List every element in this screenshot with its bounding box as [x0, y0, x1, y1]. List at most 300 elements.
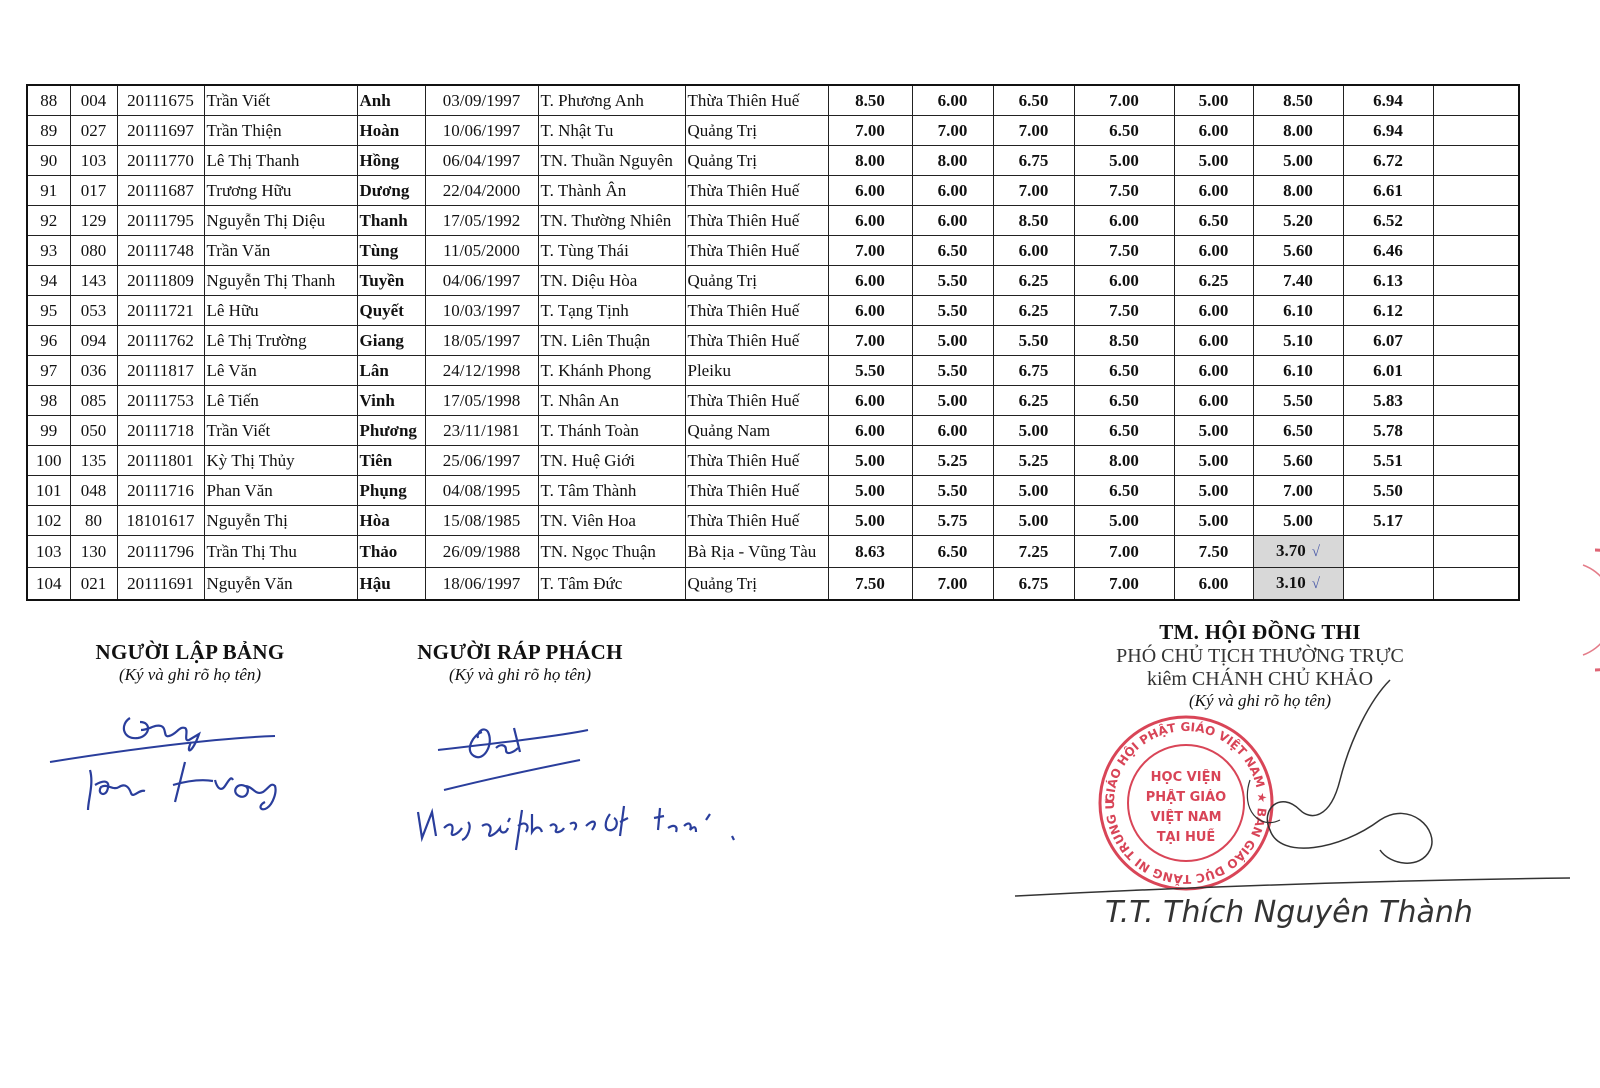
table-row [27, 326, 1519, 356]
table-row [27, 476, 1519, 506]
surname-cell: Lê Thị Thanh [204, 146, 357, 176]
stt-cell: 102 [27, 506, 70, 536]
candidate-number-cell: 18101617 [117, 506, 204, 536]
code-cell: 036 [70, 356, 117, 386]
table-row [27, 176, 1519, 206]
note-cell [1433, 85, 1519, 116]
score-6-cell: 5.20 [1253, 206, 1343, 236]
score-1-cell: 5.00 [828, 446, 912, 476]
council-role-1: PHÓ CHỦ TỊCH THƯỜNG TRỰC [1116, 645, 1404, 667]
score-2-cell: 6.00 [912, 416, 993, 446]
province-cell: Thừa Thiên Huế [685, 176, 828, 206]
candidate-number-cell: 20111795 [117, 206, 204, 236]
assembler-signature [410, 710, 770, 860]
score-6-cell: 5.60 [1253, 236, 1343, 266]
code-cell: 048 [70, 476, 117, 506]
table-row [27, 356, 1519, 386]
score-4-cell: 6.50 [1074, 416, 1174, 446]
first-name-cell: Tuyền [357, 266, 425, 296]
score-5-cell: 6.00 [1174, 116, 1253, 146]
score-3-cell: 5.25 [993, 446, 1074, 476]
score-2-cell: 6.00 [912, 85, 993, 116]
average-cell: 6.72 [1343, 146, 1433, 176]
average-cell: 6.52 [1343, 206, 1433, 236]
province-cell: Bà Rịa - Vũng Tàu [685, 536, 828, 568]
dob-cell: 10/03/1997 [425, 296, 538, 326]
score-1-cell: 5.00 [828, 476, 912, 506]
score-4-cell: 5.00 [1074, 146, 1174, 176]
score-6-cell: 8.50 [1253, 85, 1343, 116]
province-cell: Thừa Thiên Huế [685, 85, 828, 116]
score-2-cell: 6.50 [912, 236, 993, 266]
note-cell [1433, 176, 1519, 206]
first-name-cell: Thảo [357, 536, 425, 568]
score-4-cell: 7.50 [1074, 296, 1174, 326]
dob-cell: 17/05/1998 [425, 386, 538, 416]
surname-cell: Phan Văn [204, 476, 357, 506]
score-3-cell: 6.00 [993, 236, 1074, 266]
temple-cell: TN. Thường Nhiên [538, 206, 685, 236]
code-cell: 143 [70, 266, 117, 296]
score-5-cell: 5.00 [1174, 146, 1253, 176]
first-name-cell: Thanh [357, 206, 425, 236]
province-cell: Thừa Thiên Huế [685, 296, 828, 326]
code-cell: 103 [70, 146, 117, 176]
code-cell: 129 [70, 206, 117, 236]
score-4-cell: 8.50 [1074, 326, 1174, 356]
score-1-cell: 7.00 [828, 236, 912, 266]
score-3-cell: 5.50 [993, 326, 1074, 356]
score-6-cell: 6.10 [1253, 296, 1343, 326]
score-6-cell: 7.40 [1253, 266, 1343, 296]
stamp-line-4: TẠI HUẾ [1156, 830, 1216, 845]
table-row [27, 446, 1519, 476]
table-row [27, 416, 1519, 446]
stt-cell: 89 [27, 116, 70, 146]
candidate-number-cell: 20111691 [117, 568, 204, 601]
score-5-cell: 5.00 [1174, 416, 1253, 446]
average-cell: 6.61 [1343, 176, 1433, 206]
score-3-cell: 6.50 [993, 85, 1074, 116]
score-4-cell: 6.00 [1074, 206, 1174, 236]
council-signature [1010, 660, 1580, 950]
temple-cell: TN. Ngọc Thuận [538, 536, 685, 568]
dob-cell: 11/05/2000 [425, 236, 538, 266]
average-cell: 5.78 [1343, 416, 1433, 446]
province-cell: Thừa Thiên Huế [685, 506, 828, 536]
score-5-cell: 6.00 [1174, 326, 1253, 356]
score-6-cell: 8.00 [1253, 116, 1343, 146]
score-6-cell [1253, 536, 1343, 568]
score-2-cell: 6.50 [912, 536, 993, 568]
first-name-cell: Hậu [357, 568, 425, 601]
surname-cell: Kỳ Thị Thủy [204, 446, 357, 476]
score-3-cell: 7.25 [993, 536, 1074, 568]
province-cell: Pleiku [685, 356, 828, 386]
note-cell [1433, 146, 1519, 176]
surname-cell: Lê Thị Trường [204, 326, 357, 356]
score-2-cell: 6.00 [912, 176, 993, 206]
dob-cell: 10/06/1997 [425, 116, 538, 146]
score-1-cell: 7.00 [828, 326, 912, 356]
score-3-cell: 5.00 [993, 476, 1074, 506]
temple-cell: T. Nhân An [538, 386, 685, 416]
score-3-cell: 7.00 [993, 116, 1074, 146]
province-cell: Thừa Thiên Huế [685, 236, 828, 266]
score-3-cell: 6.25 [993, 266, 1074, 296]
stamp-line-2: PHẬT GIÁO [1145, 790, 1227, 805]
average-cell: 5.50 [1343, 476, 1433, 506]
stt-cell: 94 [27, 266, 70, 296]
code-cell: 021 [70, 568, 117, 601]
first-name-cell: Quyết [357, 296, 425, 326]
dob-cell: 25/06/1997 [425, 446, 538, 476]
average-cell: 6.94 [1343, 85, 1433, 116]
first-name-cell: Phụng [357, 476, 425, 506]
table-row [27, 386, 1519, 416]
code-cell: 130 [70, 536, 117, 568]
score-2-cell: 5.50 [912, 296, 993, 326]
council-role-2: kiêm CHÁNH CHỦ KHẢO [1146, 668, 1374, 690]
table-row [27, 536, 1519, 568]
score-5-cell: 6.00 [1174, 296, 1253, 326]
average-cell: 6.46 [1343, 236, 1433, 266]
code-cell: 053 [70, 296, 117, 326]
surname-cell: Nguyễn Thị Thanh [204, 266, 357, 296]
score-2-cell: 5.50 [912, 266, 993, 296]
dob-cell: 15/08/1985 [425, 506, 538, 536]
first-name-cell: Tiên [357, 446, 425, 476]
signature-block-assembler [405, 640, 635, 685]
first-name-cell: Giang [357, 326, 425, 356]
surname-cell: Trần Văn [204, 236, 357, 266]
score-5-cell: 6.00 [1174, 356, 1253, 386]
candidate-number-cell: 20111753 [117, 386, 204, 416]
edge-stamp-fragment [1535, 545, 1600, 675]
score-4-cell: 6.50 [1074, 386, 1174, 416]
surname-cell: Nguyễn Thị [204, 506, 357, 536]
score-5-cell: 5.00 [1174, 506, 1253, 536]
score-3-cell: 5.00 [993, 416, 1074, 446]
stt-cell: 93 [27, 236, 70, 266]
temple-cell: TN. Liên Thuận [538, 326, 685, 356]
score-2-cell: 5.75 [912, 506, 993, 536]
score-5-cell: 7.50 [1174, 536, 1253, 568]
score-6-cell: 5.00 [1253, 506, 1343, 536]
surname-cell: Trần Viết [204, 416, 357, 446]
score-5-cell: 6.00 [1174, 236, 1253, 266]
score-3-cell: 5.00 [993, 506, 1074, 536]
score-4-cell: 6.50 [1074, 356, 1174, 386]
dob-cell: 26/09/1988 [425, 536, 538, 568]
province-cell: Thừa Thiên Huế [685, 326, 828, 356]
score-6-cell: 5.10 [1253, 326, 1343, 356]
candidate-number-cell: 20111721 [117, 296, 204, 326]
code-cell: 080 [70, 236, 117, 266]
score-2-cell: 6.00 [912, 206, 993, 236]
dob-cell: 04/06/1997 [425, 266, 538, 296]
score-6-cell: 6.10 [1253, 356, 1343, 386]
table-row [27, 206, 1519, 236]
note-cell [1433, 416, 1519, 446]
note-cell [1433, 266, 1519, 296]
temple-cell: T. Nhật Tu [538, 116, 685, 146]
candidate-number-cell: 20111716 [117, 476, 204, 506]
stt-cell: 96 [27, 326, 70, 356]
stt-cell: 97 [27, 356, 70, 386]
score-5-cell: 6.25 [1174, 266, 1253, 296]
temple-cell: T. Tạng Tịnh [538, 296, 685, 326]
table-row [27, 146, 1519, 176]
temple-cell: T. Thành Ân [538, 176, 685, 206]
score-6-cell: 6.50 [1253, 416, 1343, 446]
surname-cell: Nguyễn Văn [204, 568, 357, 601]
surname-cell: Nguyễn Thị Diệu [204, 206, 357, 236]
table-row [27, 236, 1519, 266]
surname-cell: Lê Văn [204, 356, 357, 386]
score-4-cell: 7.00 [1074, 568, 1174, 601]
council-title: TM. HỘI ĐỒNG THI [1159, 620, 1361, 644]
table-row [27, 116, 1519, 146]
average-cell [1343, 568, 1433, 601]
temple-cell: TN. Diệu Hòa [538, 266, 685, 296]
temple-cell: T. Khánh Phong [538, 356, 685, 386]
stt-cell: 92 [27, 206, 70, 236]
first-name-cell: Hoàn [357, 116, 425, 146]
average-cell: 6.01 [1343, 356, 1433, 386]
candidate-number-cell: 20111809 [117, 266, 204, 296]
stt-cell: 90 [27, 146, 70, 176]
results-table [26, 84, 1520, 601]
score-1-cell: 6.00 [828, 386, 912, 416]
council-note: (Ký và ghi rõ họ tên) [1188, 691, 1332, 710]
score-4-cell: 6.00 [1074, 266, 1174, 296]
note-cell [1433, 386, 1519, 416]
first-name-cell: Vinh [357, 386, 425, 416]
province-cell: Thừa Thiên Huế [685, 386, 828, 416]
dob-cell: 06/04/1997 [425, 146, 538, 176]
stt-cell: 95 [27, 296, 70, 326]
dob-cell: 18/05/1997 [425, 326, 538, 356]
score-1-cell: 5.50 [828, 356, 912, 386]
dob-cell: 04/08/1995 [425, 476, 538, 506]
candidate-number-cell: 20111718 [117, 416, 204, 446]
candidate-number-cell: 20111748 [117, 236, 204, 266]
code-cell: 017 [70, 176, 117, 206]
stt-cell: 99 [27, 416, 70, 446]
province-cell: Thừa Thiên Huế [685, 446, 828, 476]
assembler-title: NGƯỜI RÁP PHÁCH [417, 640, 623, 664]
average-cell [1343, 536, 1433, 568]
score-3-cell: 6.75 [993, 146, 1074, 176]
score-2-cell: 5.00 [912, 386, 993, 416]
note-cell [1433, 236, 1519, 266]
score-4-cell: 7.50 [1074, 236, 1174, 266]
score-2-cell: 5.25 [912, 446, 993, 476]
check-mark-icon: √ [1311, 544, 1320, 560]
average-cell: 5.51 [1343, 446, 1433, 476]
candidate-number-cell: 20111796 [117, 536, 204, 568]
first-name-cell: Hồng [357, 146, 425, 176]
score-4-cell: 7.50 [1074, 176, 1174, 206]
temple-cell: T. Thánh Toàn [538, 416, 685, 446]
candidate-number-cell: 20111770 [117, 146, 204, 176]
score-1-cell: 8.50 [828, 85, 912, 116]
temple-cell: T. Phương Anh [538, 85, 685, 116]
surname-cell: Trương Hữu [204, 176, 357, 206]
candidate-number-cell: 20111697 [117, 116, 204, 146]
score-1-cell: 6.00 [828, 416, 912, 446]
score-1-cell: 8.00 [828, 146, 912, 176]
stamp-line-3: VIỆT NAM [1150, 810, 1222, 825]
check-mark-icon: √ [1311, 576, 1320, 592]
table-row [27, 296, 1519, 326]
score-4-cell: 6.50 [1074, 116, 1174, 146]
province-cell: Quảng Trị [685, 568, 828, 601]
stt-cell: 101 [27, 476, 70, 506]
score-5-cell: 6.50 [1174, 206, 1253, 236]
failing-score: 3.10 [1276, 573, 1306, 592]
table-row [27, 266, 1519, 296]
code-cell: 004 [70, 85, 117, 116]
first-name-cell: Hòa [357, 506, 425, 536]
code-cell: 80 [70, 506, 117, 536]
table-row [27, 506, 1519, 536]
score-4-cell: 5.00 [1074, 506, 1174, 536]
table-body [27, 85, 1519, 600]
score-3-cell: 6.75 [993, 568, 1074, 601]
code-cell: 135 [70, 446, 117, 476]
preparer-title: NGƯỜI LẬP BẢNG [95, 640, 285, 664]
score-5-cell: 6.00 [1174, 568, 1253, 601]
score-2-cell: 7.00 [912, 568, 993, 601]
score-5-cell: 6.00 [1174, 386, 1253, 416]
score-6-cell [1253, 568, 1343, 601]
score-1-cell: 6.00 [828, 266, 912, 296]
note-cell [1433, 356, 1519, 386]
score-3-cell: 6.75 [993, 356, 1074, 386]
score-1-cell: 8.63 [828, 536, 912, 568]
stt-cell: 103 [27, 536, 70, 568]
first-name-cell: Lân [357, 356, 425, 386]
table-row [27, 568, 1519, 601]
score-3-cell: 7.00 [993, 176, 1074, 206]
score-3-cell: 8.50 [993, 206, 1074, 236]
note-cell [1433, 568, 1519, 601]
score-3-cell: 6.25 [993, 296, 1074, 326]
score-4-cell: 8.00 [1074, 446, 1174, 476]
average-cell: 6.12 [1343, 296, 1433, 326]
score-1-cell: 5.00 [828, 506, 912, 536]
candidate-number-cell: 20111675 [117, 85, 204, 116]
note-cell [1433, 446, 1519, 476]
candidate-number-cell: 20111687 [117, 176, 204, 206]
score-6-cell: 5.60 [1253, 446, 1343, 476]
code-cell: 050 [70, 416, 117, 446]
dob-cell: 24/12/1998 [425, 356, 538, 386]
council-printed-name: T.T. Thích Nguyên Thành [1105, 895, 1473, 930]
score-1-cell: 7.00 [828, 116, 912, 146]
assembler-note: (Ký và ghi rõ họ tên) [448, 665, 592, 684]
stt-cell: 98 [27, 386, 70, 416]
code-cell: 085 [70, 386, 117, 416]
dob-cell: 03/09/1997 [425, 85, 538, 116]
stt-cell: 91 [27, 176, 70, 206]
province-cell: Quảng Trị [685, 146, 828, 176]
note-cell [1433, 116, 1519, 146]
dob-cell: 17/05/1992 [425, 206, 538, 236]
code-cell: 094 [70, 326, 117, 356]
first-name-cell: Dương [357, 176, 425, 206]
score-6-cell: 8.00 [1253, 176, 1343, 206]
stt-cell: 88 [27, 85, 70, 116]
candidate-number-cell: 20111817 [117, 356, 204, 386]
temple-cell: T. Tùng Thái [538, 236, 685, 266]
score-5-cell: 5.00 [1174, 476, 1253, 506]
dob-cell: 18/06/1997 [425, 568, 538, 601]
preparer-note: (Ký và ghi rõ họ tên) [118, 665, 262, 684]
first-name-cell: Anh [357, 85, 425, 116]
stt-cell: 100 [27, 446, 70, 476]
score-3-cell: 6.25 [993, 386, 1074, 416]
candidate-number-cell: 20111762 [117, 326, 204, 356]
score-5-cell: 5.00 [1174, 85, 1253, 116]
average-cell: 5.17 [1343, 506, 1433, 536]
average-cell: 6.13 [1343, 266, 1433, 296]
first-name-cell: Phương [357, 416, 425, 446]
score-1-cell: 7.50 [828, 568, 912, 601]
temple-cell: TN. Huệ Giới [538, 446, 685, 476]
first-name-cell: Tùng [357, 236, 425, 266]
score-5-cell: 5.00 [1174, 446, 1253, 476]
surname-cell: Trần Thiện [204, 116, 357, 146]
average-cell: 6.07 [1343, 326, 1433, 356]
score-6-cell: 7.00 [1253, 476, 1343, 506]
dob-cell: 22/04/2000 [425, 176, 538, 206]
score-2-cell: 8.00 [912, 146, 993, 176]
note-cell [1433, 476, 1519, 506]
temple-cell: TN. Viên Hoa [538, 506, 685, 536]
surname-cell: Lê Hữu [204, 296, 357, 326]
province-cell: Quảng Nam [685, 416, 828, 446]
temple-cell: T. Tâm Đức [538, 568, 685, 601]
stamp-outer-text: GIÁO HỘI PHẬT GIÁO VIỆT NAM ★ BAN GIÁO DỤC TĂNG NI TRUNG ƯƠNG [1090, 702, 1270, 887]
table-row [27, 85, 1519, 116]
surname-cell: Trần Viết [204, 85, 357, 116]
temple-cell: TN. Thuần Nguyên [538, 146, 685, 176]
dob-cell: 23/11/1981 [425, 416, 538, 446]
note-cell [1433, 536, 1519, 568]
score-1-cell: 6.00 [828, 296, 912, 326]
average-cell: 5.83 [1343, 386, 1433, 416]
surname-cell: Lê Tiến [204, 386, 357, 416]
score-4-cell: 6.50 [1074, 476, 1174, 506]
score-2-cell: 5.50 [912, 356, 993, 386]
score-6-cell: 5.50 [1253, 386, 1343, 416]
signature-block-preparer [70, 640, 310, 685]
preparer-signature [45, 700, 315, 820]
score-2-cell: 5.00 [912, 326, 993, 356]
score-5-cell: 6.00 [1174, 176, 1253, 206]
score-4-cell: 7.00 [1074, 536, 1174, 568]
score-6-cell: 5.00 [1253, 146, 1343, 176]
province-cell: Quảng Trị [685, 116, 828, 146]
note-cell [1433, 326, 1519, 356]
province-cell: Quảng Trị [685, 266, 828, 296]
failing-score: 3.70 [1276, 541, 1306, 560]
surname-cell: Trần Thị Thu [204, 536, 357, 568]
note-cell [1433, 296, 1519, 326]
